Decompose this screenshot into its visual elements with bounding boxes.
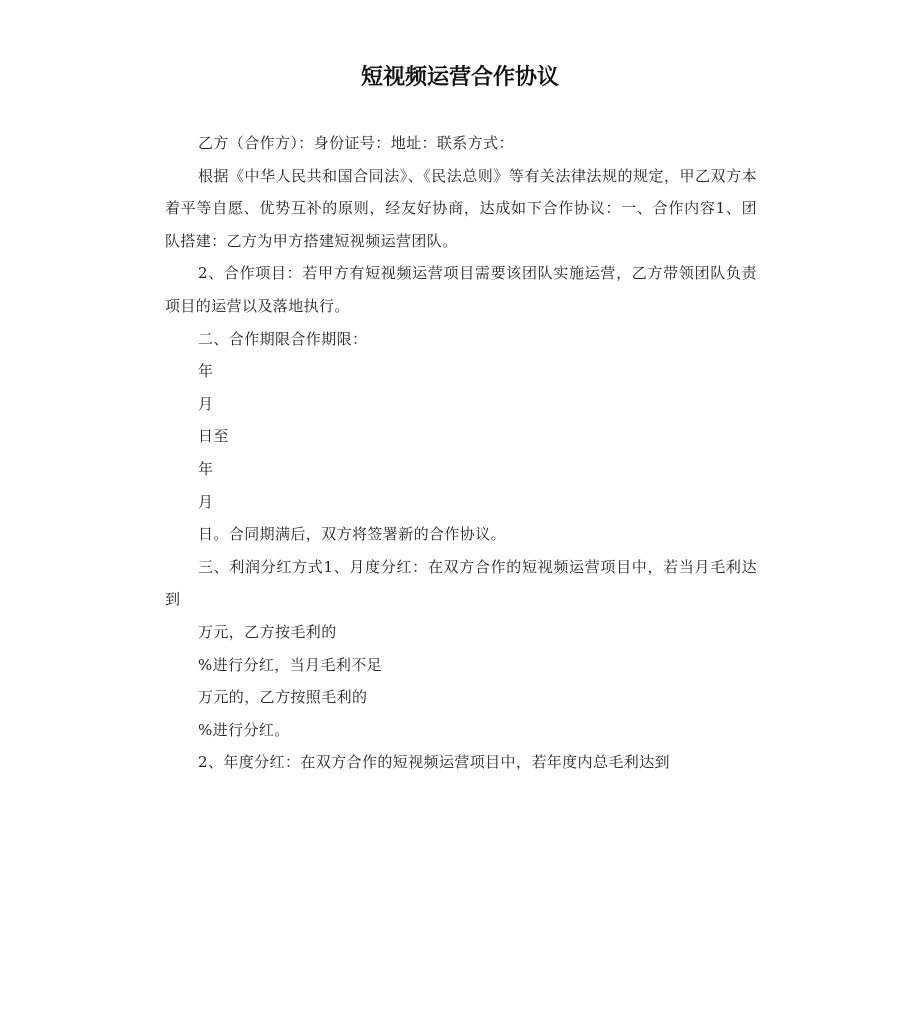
preamble-paragraph: 根据《中华人民共和国合同法》、《民法总则》等有关法律法规的规定，甲乙双方本着平等自愿、优势互补的原则，经友好协商，达成如下合作协议：一、合作内容1、团队搭建：乙方为甲方搭建短视频运营团队。 [165, 166, 757, 250]
cooperation-project-paragraph: 2、合作项目：若甲方有短视频运营项目需要该团队实施运营，乙方带领团队负责项目的运营以及落地执行。 [165, 264, 757, 315]
term-line: 年 [198, 362, 214, 381]
term-line: 日至 [198, 427, 229, 446]
term-end-paragraph: 日。合同期满后，双方将签署新的合作协议。 [198, 525, 507, 544]
party-b-info: 乙方（合作方）：身份证号：地址：联系方式： [198, 134, 514, 152]
profit-share-line: 万元的，乙方按照毛利的 [198, 688, 368, 707]
document-title: 短视频运营合作协议 [360, 65, 559, 90]
profit-share-line: %进行分红。 [198, 720, 290, 739]
profit-share-line: %进行分红，当月毛利不足 [198, 655, 383, 674]
term-heading: 二、合作期限合作期限： [198, 329, 368, 348]
profit-share-line: 万元，乙方按毛利的 [198, 622, 337, 641]
profit-share-paragraph: 三、利润分红方式1、月度分红：在双方合作的短视频运营项目中，若当月毛利达到 [165, 557, 757, 609]
document-body [165, 127, 757, 779]
annual-bonus-paragraph: 2、年度分红：在双方合作的短视频运营项目中，若年度内总毛利达到 [198, 753, 670, 772]
term-line: 月 [198, 394, 214, 413]
term-line: 年 [198, 459, 214, 478]
term-line: 月 [198, 492, 214, 511]
